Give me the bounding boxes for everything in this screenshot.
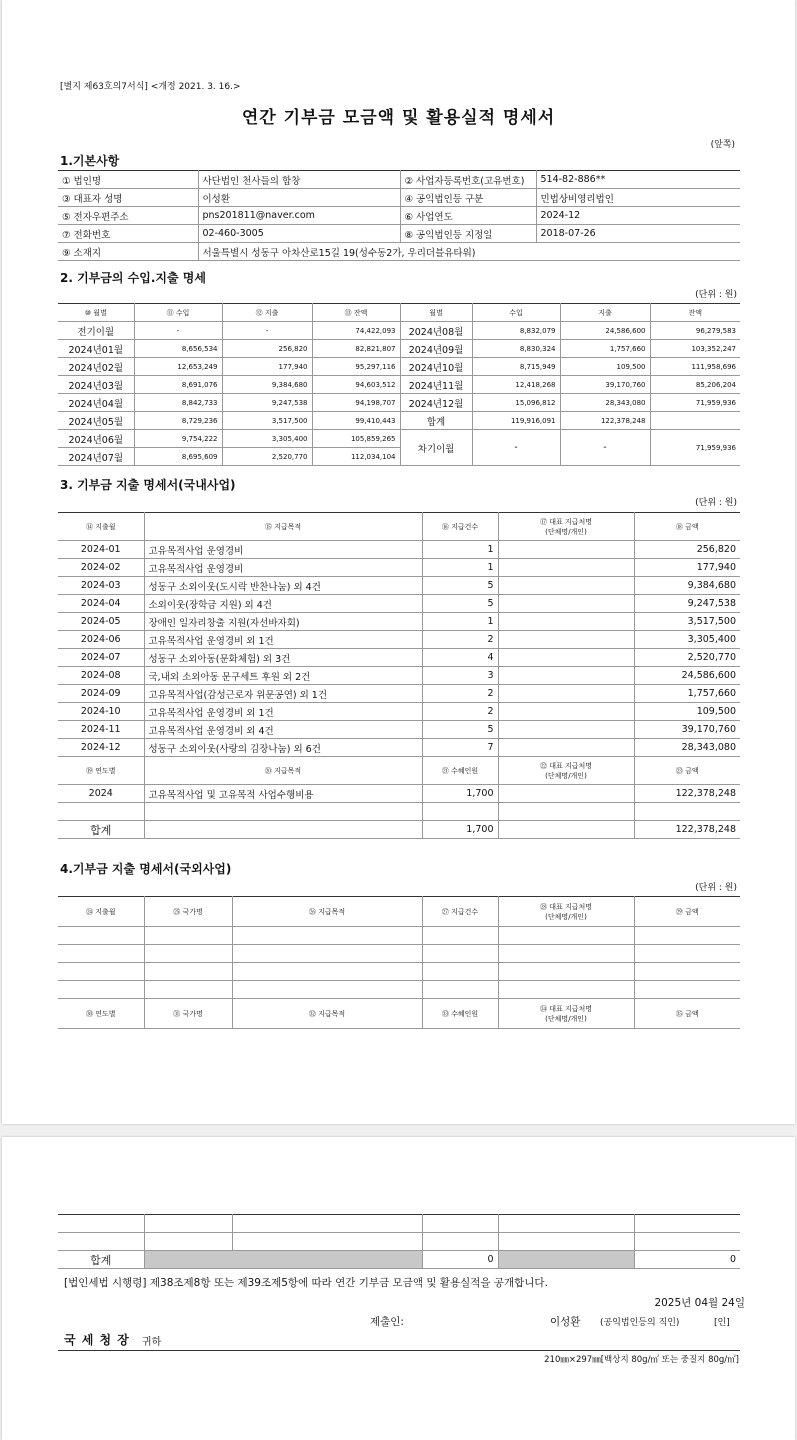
total-amount: 0: [634, 1251, 740, 1269]
section1-heading: 1.기본사항: [60, 154, 120, 168]
column-header: ㉙ 금액: [634, 897, 740, 927]
table-row: [58, 559, 740, 577]
field-label: ① 법인명: [58, 171, 198, 189]
field-label: ② 사업자등록번호(고유번호): [400, 171, 536, 189]
column-header: [498, 513, 634, 541]
purpose-cell: 성동구 소외아동(문화체험) 외 3건: [144, 649, 422, 667]
header-line: (단체명/개인): [545, 912, 587, 921]
year-cell: 1,700: [422, 785, 498, 803]
column-header: ⑩ 월별: [58, 304, 134, 322]
count-cell: 5: [422, 595, 498, 613]
table-cell: [58, 927, 144, 945]
month-cell: 합계: [400, 412, 472, 430]
purpose-cell: 고유목적사업 운영경비 외 4건: [144, 721, 422, 739]
balance-cell: 82,821,807: [312, 340, 400, 358]
column-header: ㉓ 금액: [634, 757, 740, 785]
column-header: [498, 897, 634, 927]
month-cell: 2024년04월: [58, 394, 134, 412]
honorific: 귀하: [142, 1337, 162, 1348]
expense-cell: 9,384,680: [222, 376, 312, 394]
header-line: ㉘ 대표 지급처명: [539, 902, 593, 911]
purpose-cell: 성동구 소외이웃(사랑의 김장나눔) 외 6건: [144, 739, 422, 757]
table-cell: [232, 945, 422, 963]
carry-over-label: 차기이월: [400, 430, 472, 466]
month-cell: 2024년05월: [58, 412, 134, 430]
purpose-cell: 성동구 소외이웃(도시락 반찬나눔) 외 4건: [144, 577, 422, 595]
income-cell: 8,729,236: [134, 412, 222, 430]
carry-over-expense: -: [560, 430, 650, 466]
document-title: 연간 기부금 모금액 및 활용실적 명세서: [241, 108, 556, 128]
header-line: ㉞ 대표 지급처명: [539, 1004, 593, 1013]
amount-cell: 39,170,760: [634, 721, 740, 739]
expense-cell: 1,757,660: [560, 340, 650, 358]
field-label: ⑨ 소재지: [58, 243, 198, 261]
bottom-rule: [58, 1350, 740, 1351]
expense-cell: 3,305,400: [222, 430, 312, 448]
table-row: [58, 613, 740, 631]
month-cell: 2024-03: [58, 577, 144, 595]
header-row: [58, 304, 740, 322]
section3-unit: (단위 : 원): [695, 498, 737, 508]
year-cell: [498, 785, 634, 803]
count-cell: 1: [422, 541, 498, 559]
table-cell: [498, 927, 634, 945]
purpose-cell: 소외이웃(장학금 지원) 외 4건: [144, 595, 422, 613]
table-cell: [144, 945, 232, 963]
month-cell: 2024-10: [58, 703, 144, 721]
column-header: 지출: [560, 304, 650, 322]
column-header: [498, 757, 634, 785]
balance-cell: 94,198,707: [312, 394, 400, 412]
recipient-cell: [498, 739, 634, 757]
table-row: [58, 358, 740, 376]
table-row: [58, 649, 740, 667]
income-cell: 8,656,534: [134, 340, 222, 358]
expense-cell: 256,820: [222, 340, 312, 358]
column-header: ㉕ 국가명: [144, 897, 232, 927]
table-row: [58, 703, 740, 721]
table-row: [58, 963, 740, 981]
amount-cell: 9,384,680: [634, 577, 740, 595]
field-value: 사단법인 천사들의 합창: [198, 171, 400, 189]
basic-info-row: [58, 171, 740, 189]
count-cell: 2: [422, 703, 498, 721]
recipient-cell: [498, 631, 634, 649]
month-cell: 2024-12: [58, 739, 144, 757]
section4-unit: (단위 : 원): [695, 883, 737, 893]
domestic-expense-table: [58, 512, 740, 839]
table-cell: [232, 981, 422, 999]
column-header: ㉜ 지급목적: [232, 999, 422, 1029]
column-header: ㉟ 금액: [634, 999, 740, 1029]
column-header: 월별: [400, 304, 472, 322]
field-label: ④ 공익법인등 구분: [400, 189, 536, 207]
amount-cell: 3,517,500: [634, 613, 740, 631]
amount-cell: 24,586,600: [634, 667, 740, 685]
recipient-cell: [498, 685, 634, 703]
month-cell: 2024년03월: [58, 376, 134, 394]
table-row: [58, 412, 740, 430]
table-row: [58, 803, 740, 821]
recipient-cell: [498, 703, 634, 721]
field-value: 514-82-886**: [536, 171, 740, 189]
section2-heading: 2. 기부금의 수입.지출 명세: [60, 271, 206, 285]
field-value: pns201811@naver.com: [198, 207, 400, 225]
header-line: (단체명/개인): [545, 771, 587, 780]
table-row: [58, 945, 740, 963]
overseas-expense-table-continued: [58, 1214, 740, 1269]
column-header: ⑫ 지출: [222, 304, 312, 322]
month-cell: 2024년02월: [58, 358, 134, 376]
table-cell: [422, 803, 498, 821]
table-cell: [422, 945, 498, 963]
page-side-label: (앞쪽): [710, 140, 735, 150]
expense-cell: 109,500: [560, 358, 650, 376]
page-1: [2, 0, 795, 1124]
table-cell: [232, 927, 422, 945]
amount-cell: 28,343,080: [634, 739, 740, 757]
income-cell: 8,832,079: [472, 322, 560, 340]
month-cell: 2024년09월: [400, 340, 472, 358]
table-cell: [422, 927, 498, 945]
month-cell: 2024년10월: [400, 358, 472, 376]
month-cell: 2024-04: [58, 595, 144, 613]
table-cell: [422, 963, 498, 981]
table-cell: [144, 927, 232, 945]
month-cell: 2024년11월: [400, 376, 472, 394]
basic-info-table: [58, 170, 740, 261]
count-cell: 5: [422, 721, 498, 739]
count-cell: 3: [422, 667, 498, 685]
amount-cell: 2,520,770: [634, 649, 740, 667]
field-label: ⑥ 사업연도: [400, 207, 536, 225]
header-line: (단체명/개인): [545, 1014, 587, 1023]
column-header: ㉖ 지급목적: [232, 897, 422, 927]
total-cell: [144, 821, 422, 839]
month-cell: 2024년08월: [400, 322, 472, 340]
column-header: [498, 999, 634, 1029]
column-header: ㉑ 수혜인원: [422, 757, 498, 785]
paper-spec: 210㎜×297㎜[백상지 80g/㎡ 또는 중질지 80g/㎡]: [544, 1355, 739, 1365]
count-cell: 1: [422, 613, 498, 631]
balance-cell: 112,034,104: [312, 448, 400, 466]
month-cell: 2024-06: [58, 631, 144, 649]
recipient-cell: [498, 595, 634, 613]
year-cell: 122,378,248: [634, 785, 740, 803]
balance-cell: 96,279,583: [650, 322, 740, 340]
recipient-cell: [498, 577, 634, 595]
expense-cell: 2,520,770: [222, 448, 312, 466]
expense-cell: -: [222, 322, 312, 340]
balance-cell: 103,352,247: [650, 340, 740, 358]
table-row: [58, 376, 740, 394]
field-value: 민법상비영리법인: [536, 189, 740, 207]
column-header: ⑯ 지급건수: [422, 513, 498, 541]
field-value: 02-460-3005: [198, 225, 400, 243]
column-header: ㉝ 수혜인원: [422, 999, 498, 1029]
income-cell: 9,754,222: [134, 430, 222, 448]
submission-date: 2025년 04월 24일: [654, 1297, 745, 1309]
year-cell: 고유목적사업 및 고유목적 사업수행비용: [144, 785, 422, 803]
column-header: ⑲ 연도별: [58, 757, 144, 785]
expense-cell: 39,170,760: [560, 376, 650, 394]
table-row: [58, 981, 740, 999]
table-row: [58, 927, 740, 945]
header-row: [58, 897, 740, 927]
table-row: [58, 685, 740, 703]
expense-cell: 3,517,500: [222, 412, 312, 430]
field-label: ③ 대표자 성명: [58, 189, 198, 207]
month-cell: 2024년12월: [400, 394, 472, 412]
table-cell: [498, 945, 634, 963]
field-value: 2018-07-26: [536, 225, 740, 243]
header-line: (단체명/개인): [545, 527, 587, 536]
column-header: ⑮ 지급목적: [144, 513, 422, 541]
expense-cell: 122,378,248: [560, 412, 650, 430]
income-cell: 8,695,609: [134, 448, 222, 466]
balance-cell: 85,206,204: [650, 376, 740, 394]
balance-cell: 95,297,116: [312, 358, 400, 376]
count-cell: 1: [422, 559, 498, 577]
table-cell: [144, 963, 232, 981]
table-cell: [498, 803, 634, 821]
income-cell: 8,830,324: [472, 340, 560, 358]
field-label: ⑧ 공익법인등 지정일: [400, 225, 536, 243]
column-header: ㉔ 지출월: [58, 897, 144, 927]
header-row: [58, 513, 740, 541]
table-cell: [58, 803, 144, 821]
table-row: [58, 739, 740, 757]
income-cell: -: [134, 322, 222, 340]
column-header: ㉚ 연도별: [58, 999, 144, 1029]
income-expense-table: [58, 303, 740, 466]
amount-cell: 177,940: [634, 559, 740, 577]
overseas-total-row: [58, 1251, 740, 1269]
table-row: [58, 721, 740, 739]
field-label: ⑦ 전화번호: [58, 225, 198, 243]
column-header: ⑳ 지급목적: [144, 757, 422, 785]
count-cell: 2: [422, 631, 498, 649]
year-row: [58, 785, 740, 803]
recipient-cell: [498, 613, 634, 631]
table-cell: [144, 803, 422, 821]
purpose-cell: 장애인 일자리창출 지원(자선바자회): [144, 613, 422, 631]
month-cell: 2024-11: [58, 721, 144, 739]
income-cell: 12,418,268: [472, 376, 560, 394]
field-value: 이성환: [198, 189, 400, 207]
balance-cell: 105,859,265: [312, 430, 400, 448]
table-cell: [58, 981, 144, 999]
table-row: [58, 1233, 740, 1251]
table-row: [58, 394, 740, 412]
table-cell: [634, 927, 740, 945]
table-cell: [422, 981, 498, 999]
column-header: ⑱ 금액: [634, 513, 740, 541]
table-row: [58, 595, 740, 613]
header-line: ㉒ 대표 지급처명: [539, 761, 593, 770]
balance-cell: 71,959,936: [650, 394, 740, 412]
total-cell: [498, 821, 634, 839]
total-cell: 합계: [58, 821, 144, 839]
amount-cell: 1,757,660: [634, 685, 740, 703]
page-2: [2, 1137, 795, 1440]
expense-cell: 177,940: [222, 358, 312, 376]
income-cell: 15,096,812: [472, 394, 560, 412]
column-header: ⑭ 지출월: [58, 513, 144, 541]
count-cell: 7: [422, 739, 498, 757]
table-row: [58, 667, 740, 685]
month-cell: 2024-01: [58, 541, 144, 559]
count-cell: 5: [422, 577, 498, 595]
month-cell: 2024-05: [58, 613, 144, 631]
submitter-label: 제출인:: [370, 1316, 404, 1328]
table-cell: [232, 963, 422, 981]
seal-mark: [인]: [714, 1318, 730, 1328]
table-cell: [634, 945, 740, 963]
month-cell: 2024년01월: [58, 340, 134, 358]
balance-cell: 94,603,512: [312, 376, 400, 394]
month-cell: 2024년06월: [58, 430, 134, 448]
expense-cell: 9,247,538: [222, 394, 312, 412]
count-cell: 4: [422, 649, 498, 667]
addressee: 국 세 청 장: [64, 1333, 130, 1347]
table-row: [58, 430, 740, 448]
table-cell: [144, 981, 232, 999]
income-cell: 8,691,076: [134, 376, 222, 394]
expense-cell: 28,343,080: [560, 394, 650, 412]
table-cell: [58, 963, 144, 981]
table-cell: [498, 981, 634, 999]
amount-cell: 109,500: [634, 703, 740, 721]
count-cell: 2: [422, 685, 498, 703]
table-cell: [634, 803, 740, 821]
header-row: [58, 757, 740, 785]
basic-info-row: [58, 189, 740, 207]
section2-unit: (단위 : 원): [695, 290, 737, 300]
table-row: [58, 340, 740, 358]
balance-cell: 74,422,093: [312, 322, 400, 340]
table-row: [58, 1215, 740, 1233]
column-header: 수입: [472, 304, 560, 322]
income-cell: 8,715,949: [472, 358, 560, 376]
income-cell: 8,842,733: [134, 394, 222, 412]
table-cell: [634, 963, 740, 981]
income-cell: 12,653,249: [134, 358, 222, 376]
legal-notice: [법인세법 시행령] 제38조제8항 또는 제39조제5항에 따라 연간 기부금 모금액 및 활용실적을 공개합니다.: [64, 1277, 548, 1289]
purpose-cell: 고유목적사업 운영경비: [144, 559, 422, 577]
month-cell: 2024-08: [58, 667, 144, 685]
recipient-cell: [498, 649, 634, 667]
seal-role: (공익법인등의 직인): [600, 1318, 680, 1328]
field-value: 서울특별시 성동구 아차산로15길 19(성수동2가, 우리더블유타워): [198, 243, 740, 261]
header-row: [58, 999, 740, 1029]
balance-cell: [650, 412, 740, 430]
column-header: ⑪ 수입: [134, 304, 222, 322]
balance-cell: 111,958,696: [650, 358, 740, 376]
total-count: 0: [422, 1251, 498, 1269]
income-cell: 119,916,091: [472, 412, 560, 430]
section4-heading: 4.기부금 지출 명세서(국외사업): [60, 862, 232, 876]
total-cell: 122,378,248: [634, 821, 740, 839]
carry-over-income: -: [472, 430, 560, 466]
total-row: [58, 821, 740, 839]
table-row: [58, 577, 740, 595]
purpose-cell: 고유목적사업 운영경비 외 1건: [144, 703, 422, 721]
purpose-cell: 고유목적사업 운영경비 외 1건: [144, 631, 422, 649]
recipient-cell: [498, 721, 634, 739]
month-cell: 전기이월: [58, 322, 134, 340]
total-cell: 1,700: [422, 821, 498, 839]
month-cell: 2024-07: [58, 649, 144, 667]
address-row: [58, 243, 740, 261]
purpose-cell: 국,내외 소외아동 문구세트 후원 외 2건: [144, 667, 422, 685]
amount-cell: 3,305,400: [634, 631, 740, 649]
basic-info-row: [58, 207, 740, 225]
header-line: ⑰ 대표 지급처명: [539, 517, 593, 526]
expense-cell: 24,586,600: [560, 322, 650, 340]
amount-cell: 9,247,538: [634, 595, 740, 613]
month-cell: 2024년07월: [58, 448, 134, 466]
table-cell: [498, 963, 634, 981]
table-cell: [58, 945, 144, 963]
carry-over-balance: 71,959,936: [650, 430, 740, 466]
purpose-cell: 고유목적사업(감성근로자 위문공연) 외 1건: [144, 685, 422, 703]
recipient-cell: [498, 559, 634, 577]
amount-cell: 256,820: [634, 541, 740, 559]
form-reference: [별지 제63호의7서식] <개정 2021. 3. 16.>: [60, 82, 241, 92]
recipient-cell: [498, 667, 634, 685]
column-header: 잔액: [650, 304, 740, 322]
table-row: [58, 541, 740, 559]
basic-info-row: [58, 225, 740, 243]
year-cell: 2024: [58, 785, 144, 803]
column-header: ⑬ 잔액: [312, 304, 400, 322]
submitter-name: 이성환: [550, 1316, 581, 1328]
field-label: ⑤ 전자우편주소: [58, 207, 198, 225]
recipient-cell: [498, 541, 634, 559]
month-cell: 2024-09: [58, 685, 144, 703]
section3-heading: 3. 기부금 지출 명세서(국내사업): [60, 478, 236, 492]
table-row: [58, 631, 740, 649]
column-header: ㉗ 지급건수: [422, 897, 498, 927]
table-cell: [634, 981, 740, 999]
table-row: [58, 322, 740, 340]
balance-cell: 99,410,443: [312, 412, 400, 430]
month-cell: 2024-02: [58, 559, 144, 577]
field-value: 2024-12: [536, 207, 740, 225]
overseas-expense-table: [58, 896, 740, 1029]
total-label: 합계: [58, 1251, 144, 1269]
purpose-cell: 고유목적사업 운영경비: [144, 541, 422, 559]
column-header: ㉛ 국가명: [144, 999, 232, 1029]
